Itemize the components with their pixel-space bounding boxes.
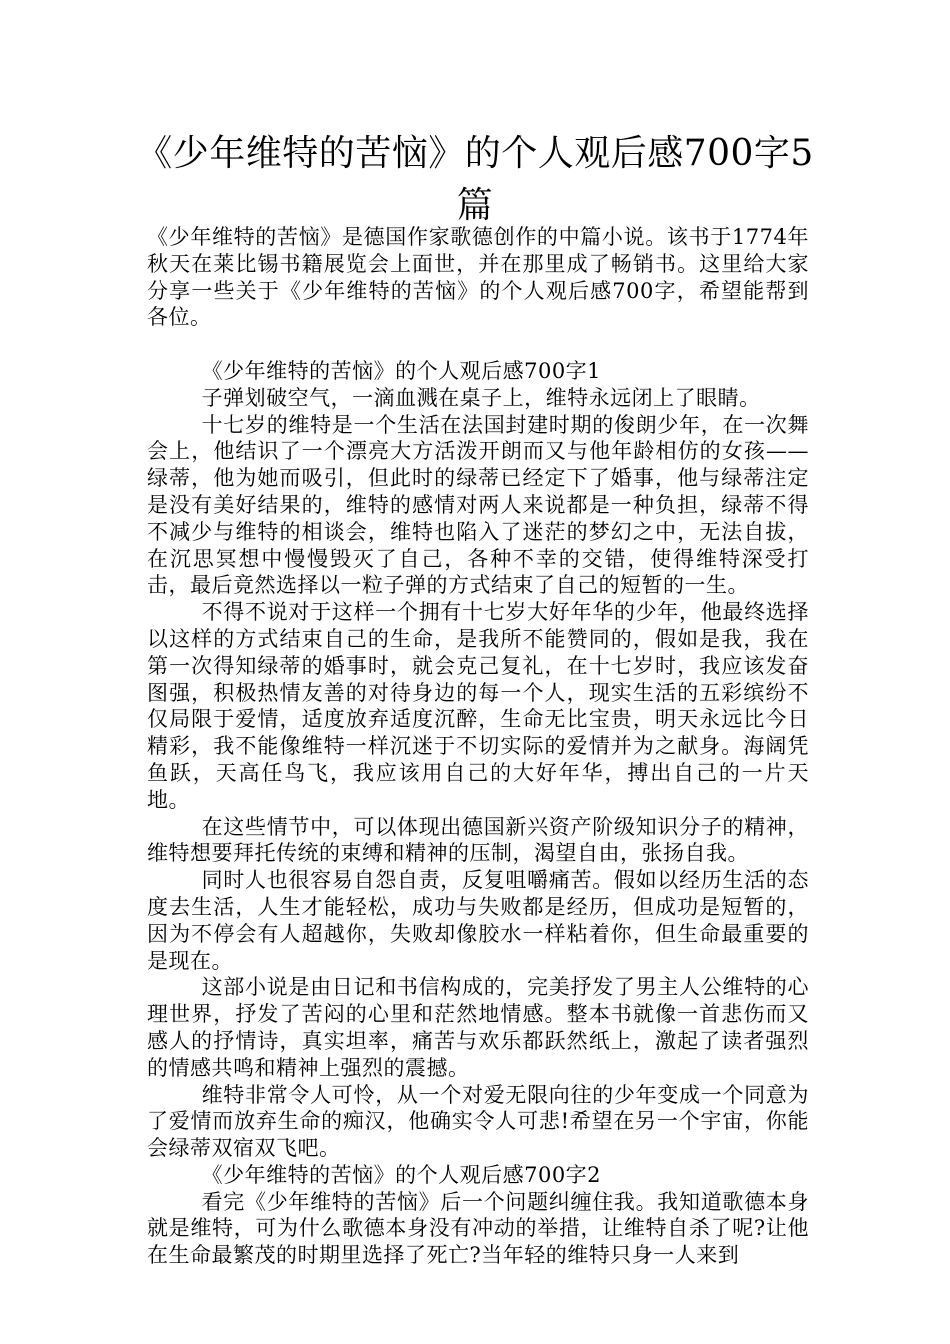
body-paragraph: 子弹划破空气，一滴血溅在桌子上，维特永远闭上了眼睛。 <box>201 385 761 410</box>
body-paragraph: 在这些情节中，可以体现出德国新兴资产阶级知识分子的精神，维特想要拜托传统的束缚和精神的压制，渴望自由，张扬自我。 <box>147 814 809 866</box>
intro-paragraph: 《少年维特的苦恼》是德国作家歌德创作的中篇小说。该书于1774年秋天在莱比锡书籍展览会上面世，并在那里成了畅销书。这里给大家分享一些关于《少年维特的苦恼》的个人观后感700字，希望能帮到各位。 <box>147 225 809 330</box>
body-paragraph: 这部小说是由日记和书信构成的，完美抒发了男主人公维特的心理世界，抒发了苦闷的心里和茫然地情感。整本书就像一首悲伤而又感人的抒情诗，真实坦率，痛苦与欢乐都跃然纸上，激起了读者强烈的情感共鸣和精神上强烈的震撼。 <box>147 975 809 1080</box>
document-body <box>147 224 809 1269</box>
section-heading-1: 《少年维特的苦恼》的个人观后感700字1 <box>201 358 602 383</box>
body-paragraph: 十七岁的维特是一个生活在法国封建时期的俊朗少年，在一次舞会上，他结识了一个漂亮大方活泼开朗而又与他年龄相仿的女孩——绿蒂，他为她而吸引，但此时的绿蒂已经定下了婚事，他与绿蒂注定是没有美好结果的，维特的感情对两人来说都是一种负担，绿蒂不得不减少与维特的相谈会，维特也陷入了迷茫的梦幻之中，无法自拔，在沉思冥想中慢慢毁灭了自己，各种不幸的交错，使得维特深受打击，最后竟然选择以一粒子弹的方式结束了自己的短暂的一生。 <box>147 412 809 598</box>
body-paragraph: 维特非常令人可怜，从一个对爱无限向往的少年变成一个同意为了爱情而放弃生命的痴汉，他确实令人可悲!希望在另一个宇宙，你能会绿蒂双宿双飞吧。 <box>147 1082 809 1161</box>
section-heading-2: 《少年维特的苦恼》的个人观后感700字2 <box>201 1162 602 1187</box>
blank-line <box>147 331 809 358</box>
body-paragraph: 不得不说对于这样一个拥有十七岁大好年华的少年，他最终选择以这样的方式结束自己的生命，是我所不能赞同的，假如是我，我在第一次得知绿蒂的婚事时，就会克己复礼，在十七岁时，我应该发奋图强，积极热情友善的对待身边的每一个人，现实生活的五彩缤纷不仅局限于爱情，适度放弃适度沉醉，生命无比宝贵，明天永远比今日精彩，我不能像维特一样沉迷于不切实际的爱情并为之献身。海阔凭鱼跃，天高任鸟飞，我应该用自己的大好年华，搏出自己的一片天地。 <box>147 600 809 812</box>
body-paragraph: 同时人也很容易自怨自责，反复咀嚼痛苦。假如以经历生活的态度去生活，人生才能轻松，成功与失败都是经历，但成功是短暂的，因为不停会有人超越你，失败却像胶水一样粘着你，但生命最重要的是现在。 <box>147 868 809 973</box>
document-title: 《少年维特的苦恼》的个人观后感700字5篇 <box>136 133 814 226</box>
body-paragraph: 看完《少年维特的苦恼》后一个问题纠缠住我。我知道歌德本身就是维特，可为什么歌德本身没有冲动的举措，让维特自杀了呢?让他在生命最繁茂的时期里选择了死亡?当年轻的维特只身一人来到 <box>147 1189 809 1268</box>
